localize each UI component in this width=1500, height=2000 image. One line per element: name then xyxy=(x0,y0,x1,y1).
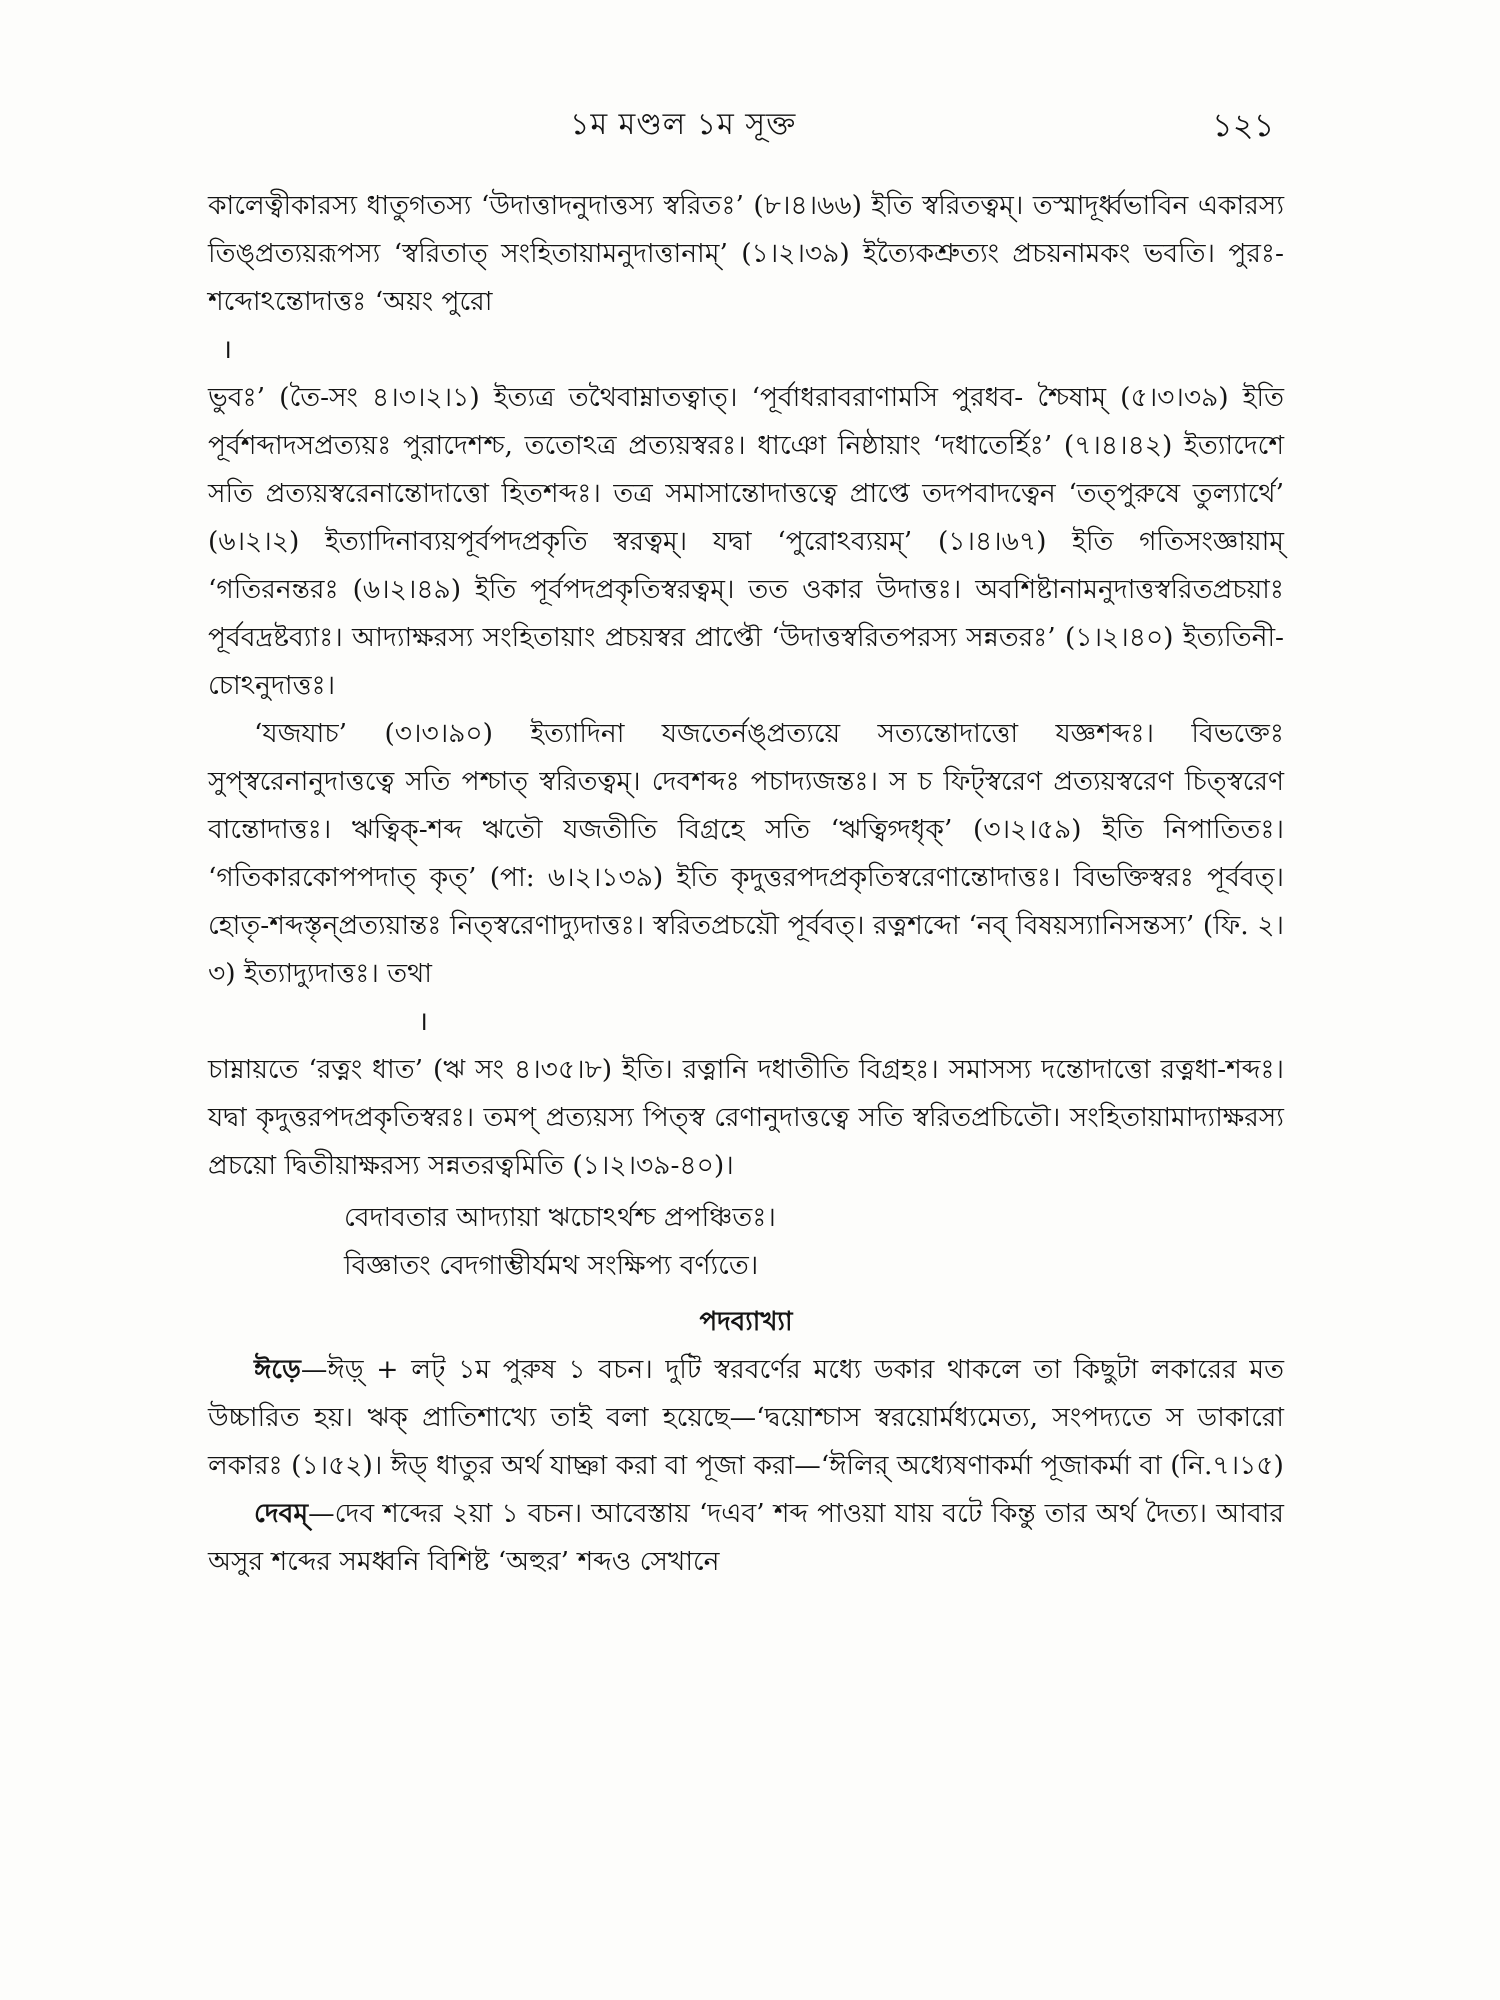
paragraph-1: কালেত্বীকারস্য ধাতুগতস্য ‘উদাত্তাদনুদাত্তস্য স্বরিতঃ’ (৮।৪।৬৬) ইতি স্বরিতত্বম্। তস্মাদূর্ধ্বভাবিন একারস্য তিঙ্প্রত্যয়রূপস্য ‘স্বরিতাত্ সংহিতায়ামনুদাত্তানাম্’ (১।২।৩৯) ইত্যৈকশ্রুত্যং প্রচয়নামকং ভবতি। পুরঃ-শব্দোঽন্তোদাত্তঃ ‘অয়ং পুরো xyxy=(208,190,1284,317)
gloss-term: দেবম্ xyxy=(254,1498,309,1529)
gloss-entry-devam xyxy=(208,1490,1284,1586)
verse-line-1: বেদাবতার আদ্যায়া ঋচোঽর্থশ্চ প্রপঞ্চিতঃ। xyxy=(344,1202,776,1233)
gloss-text: —ঈড়্ + লট্ ১ম পুরুষ ১ বচন। দুটি স্বরবর্ণের মধ্যে ডকার থাকলে তা কিছুটা লকারের মত উচ্চারিত হয়। ঋক্ প্রাতিশাখ্যে তাই বলা হয়েছে—‘দ্বয়োশ্চাস স্বরয়োর্মধ্যমেত্য, সংপদ্যতে স ডাকারো লকারঃ (১।৫২)। ঈড্ ধাতুর অর্থ যাচ্ঞা করা বা পূজা করা—‘ঈলির্ অধ্যেষণাকর্মা পূজাকর্মা বা (নি.৭।১৫) xyxy=(208,1354,1284,1481)
gloss-text: —দেব শব্দের ২য়া ১ বচন। আবেস্তায় ‘দএব’ শব্দ পাওয়া যায় বটে কিন্তু তার অর্থ দৈত্য। আবার অসুর শব্দের সমধ্বনি বিশিষ্ট ‘অহুর’ শব্দও সেখানে xyxy=(208,1498,1284,1577)
margin-mark-2: । xyxy=(418,1006,429,1037)
paragraph-4: চাম্নায়তে ‘রত্নং ধাত’ (ঋ সং ৪।৩৫।৮) ইতি। রত্নানি দধাতীতি বিগ্রহঃ। সমাসস্য দন্তোদাত্তো রত্নধা-শব্দঃ। যদ্বা কৃদুত্তরপদপ্রকৃতিস্বরঃ। তমপ্ প্রত্যয়স্য পিত্স্ব রেণানুদাত্তত্বে সতি স্বরিতপ্রচিতৌ। সংহিতায়ামাদ্যাক্ষরস্য প্রচয়ো দ্বিতীয়াক্ষরস্য সন্নতরত্বমিতি (১।২।৩৯-৪০)। xyxy=(208,1054,1284,1181)
paragraph-2: ভুবঃ’ (তৈ-সং ৪।৩।২।১) ইত্যত্র তথৈবাম্নাতত্বাত্। ‘পূর্বাধরাবরাণামসি পুরধব- শ্চৈষাম্ (৫।৩।৩৯) ইতি পূর্বশব্দাদসপ্রত্যয়ঃ পুরাদেশশ্চ, ততোঽত্র প্রত্যয়স্বরঃ। ধাঞো নিষ্ঠায়াং ‘দধাতের্হিঃ’ (৭।৪।৪২) ইত্যাদেশে সতি প্রত্যয়স্বরেনান্তোদাত্তো হিতশব্দঃ। তত্র সমাসান্তোদাত্তত্বে প্রাপ্তে তদপবাদত্বেন ‘তত্পুরুষে তুল্যার্থে’ (৬।২।২) ইত্যাদিনাব্যয়পূর্বপদপ্রকৃতি স্বরত্বম্। যদ্বা ‘পুরোঽব্যয়ম্’ (১।৪।৬৭) ইতি গতিসংজ্ঞায়াম্ ‘গতিরনন্তরঃ (৬।২।৪৯) ইতি পূর্বপদপ্রকৃতিস্বরত্বম্। তত ওকার উদাত্তঃ। অবশিষ্টানামনুদাত্তস্বরিতপ্রচয়াঃ পূর্ববদ্রষ্টব্যাঃ। আদ্যাক্ষরস্য সংহিতায়াং প্রচয়স্বর প্রাপ্তৌ ‘উদাত্তস্বরিতপরস্য সন্নতরঃ’ (১।২।৪০) ইত্যতিনী- চোঽনুদাত্তঃ। xyxy=(208,382,1284,701)
page-number: ১২১ xyxy=(1212,106,1275,144)
verse-line-2: বিজ্ঞাতং বেদগাম্ভীর্যমথ সংক্ষিপ্য বর্ণ্যতে। xyxy=(344,1250,759,1281)
paragraph-3: ‘যজযাচ’ (৩।৩।৯০) ইত্যাদিনা যজতের্নঙ্প্রত্যয়ে সত্যন্তোদাত্তো যজ্ঞশব্দঃ। বিভক্তেঃ সুপ্স্বরেনানুদাত্তত্বে সতি পশ্চাত্ স্বরিতত্বম্। দেবশব্দঃ পচাদ্যজন্তঃ। স চ ফিট্স্বরেণ প্রত্যয়স্বরেণ চিত্স্বরেণ বান্তোদাত্তঃ। ঋত্বিক্-শব্দ ঋতৌ যজতীতি বিগ্রহে সতি ‘ঋত্বিগ্দধৃক্’ (৩।২।৫৯) ইতি নিপাতিতঃ। ‘গতিকারকোপপদাত্ কৃত্’ (পা: ৬।২।১৩৯) ইতি কৃদুত্তরপদপ্রকৃতিস্বরেণান্তোদাত্তঃ। বিভক্তিস্বরঃ পূর্ববত্। হোতৃ-শব্দস্তৃন্প্রত্যয়ান্তঃ নিত্স্বরেণাদ্যুদাত্তঃ। স্বরিতপ্রচয়ৌ পূর্ববত্। রত্নশব্দো ‘নব্ বিষয়স্যানিসন্তস্য’ (ফি. ২।৩) ইত্যাদ্যুদাত্তঃ। তথা xyxy=(208,718,1284,989)
running-head: ১ম মণ্ডল ১ম সূক্ত xyxy=(570,107,797,142)
gloss-entry-ide xyxy=(208,1346,1284,1490)
gloss-term: ঈড়ে xyxy=(254,1354,301,1385)
body-text xyxy=(208,182,1284,1586)
margin-mark-1: । xyxy=(222,334,233,365)
verse-block xyxy=(208,1194,1284,1290)
section-title: পদব্যাখ্যা xyxy=(699,1307,793,1337)
